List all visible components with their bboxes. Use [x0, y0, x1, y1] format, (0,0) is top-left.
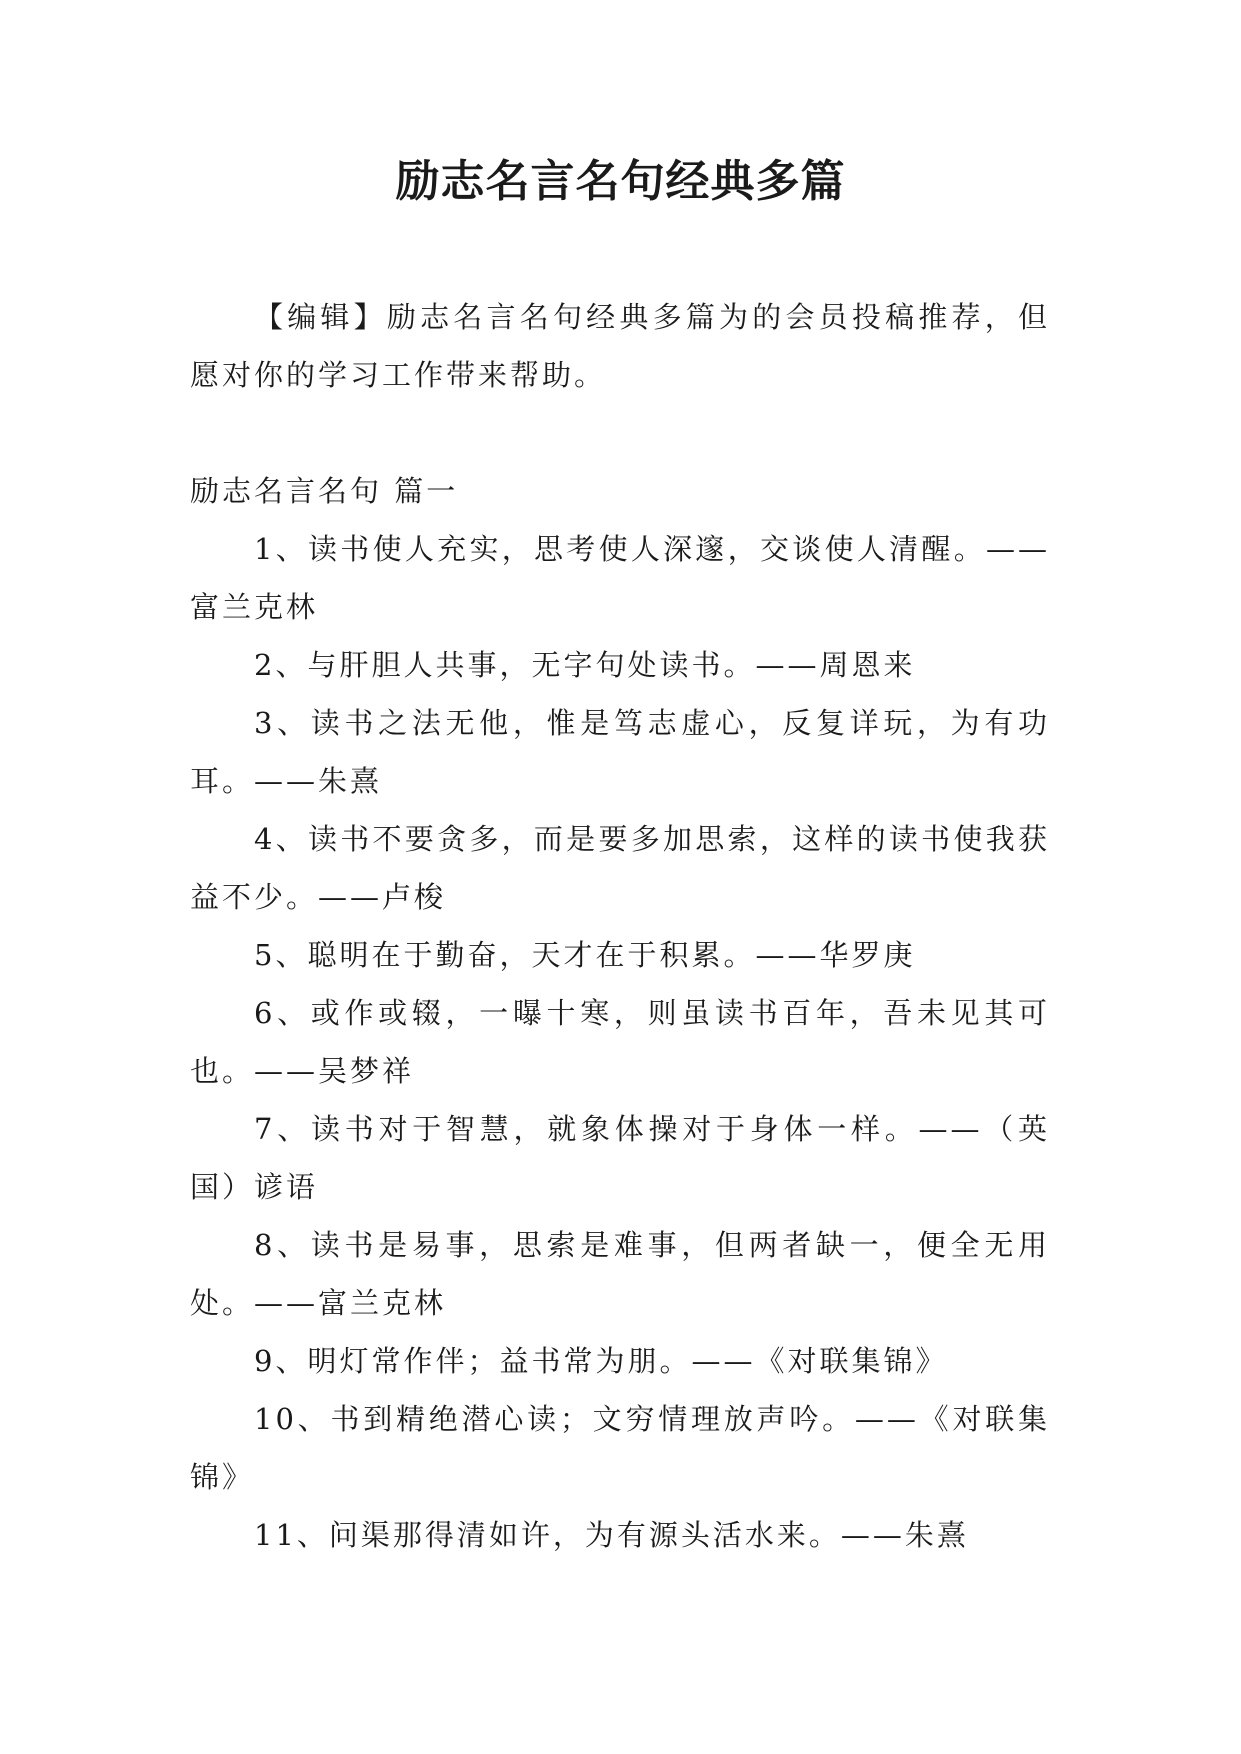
document-title: 励志名言名句经典多篇: [395, 156, 846, 207]
intro-paragraph: 【编辑】励志名言名句经典多篇为的会员投稿推荐，但愿对你的学习工作带来帮助。: [190, 300, 1050, 392]
quote-item: 3、读书之法无他，惟是笃志虚心，反复详玩，为有功耳。——朱熹: [190, 706, 1050, 798]
quote-item: 10、书到精绝潜心读；文穷情理放声吟。——《对联集锦》: [190, 1402, 1050, 1494]
quote-item: 11、问渠那得清如许，为有源头活水来。——朱熹: [254, 1518, 969, 1552]
quote-item: 6、或作或辍，一曝十寒，则虽读书百年，吾未见其可也。——吴梦祥: [190, 996, 1050, 1088]
quote-item: 2、与肝胆人共事，无字句处读书。——周恩来: [254, 648, 916, 682]
quote-item: 4、读书不要贪多，而是要多加思索，这样的读书使我获益不少。——卢梭: [190, 822, 1050, 914]
quote-item: 5、聪明在于勤奋，天才在于积累。——华罗庚: [254, 938, 916, 972]
quote-item: 1、读书使人充实，思考使人深邃，交谈使人清醒。——富兰克林: [190, 532, 1050, 624]
document-body: [190, 288, 1050, 1564]
quote-item: 8、读书是易事，思索是难事，但两者缺一，便全无用处。——富兰克林: [190, 1228, 1050, 1320]
quote-item: 9、明灯常作伴；益书常为朋。——《对联集锦》: [254, 1344, 948, 1378]
paragraph-gap: [190, 404, 1050, 462]
quote-item: 7、读书对于智慧，就象体操对于身体一样。——（英国）谚语: [190, 1112, 1050, 1204]
section-heading: 励志名言名句 篇一: [190, 474, 459, 508]
